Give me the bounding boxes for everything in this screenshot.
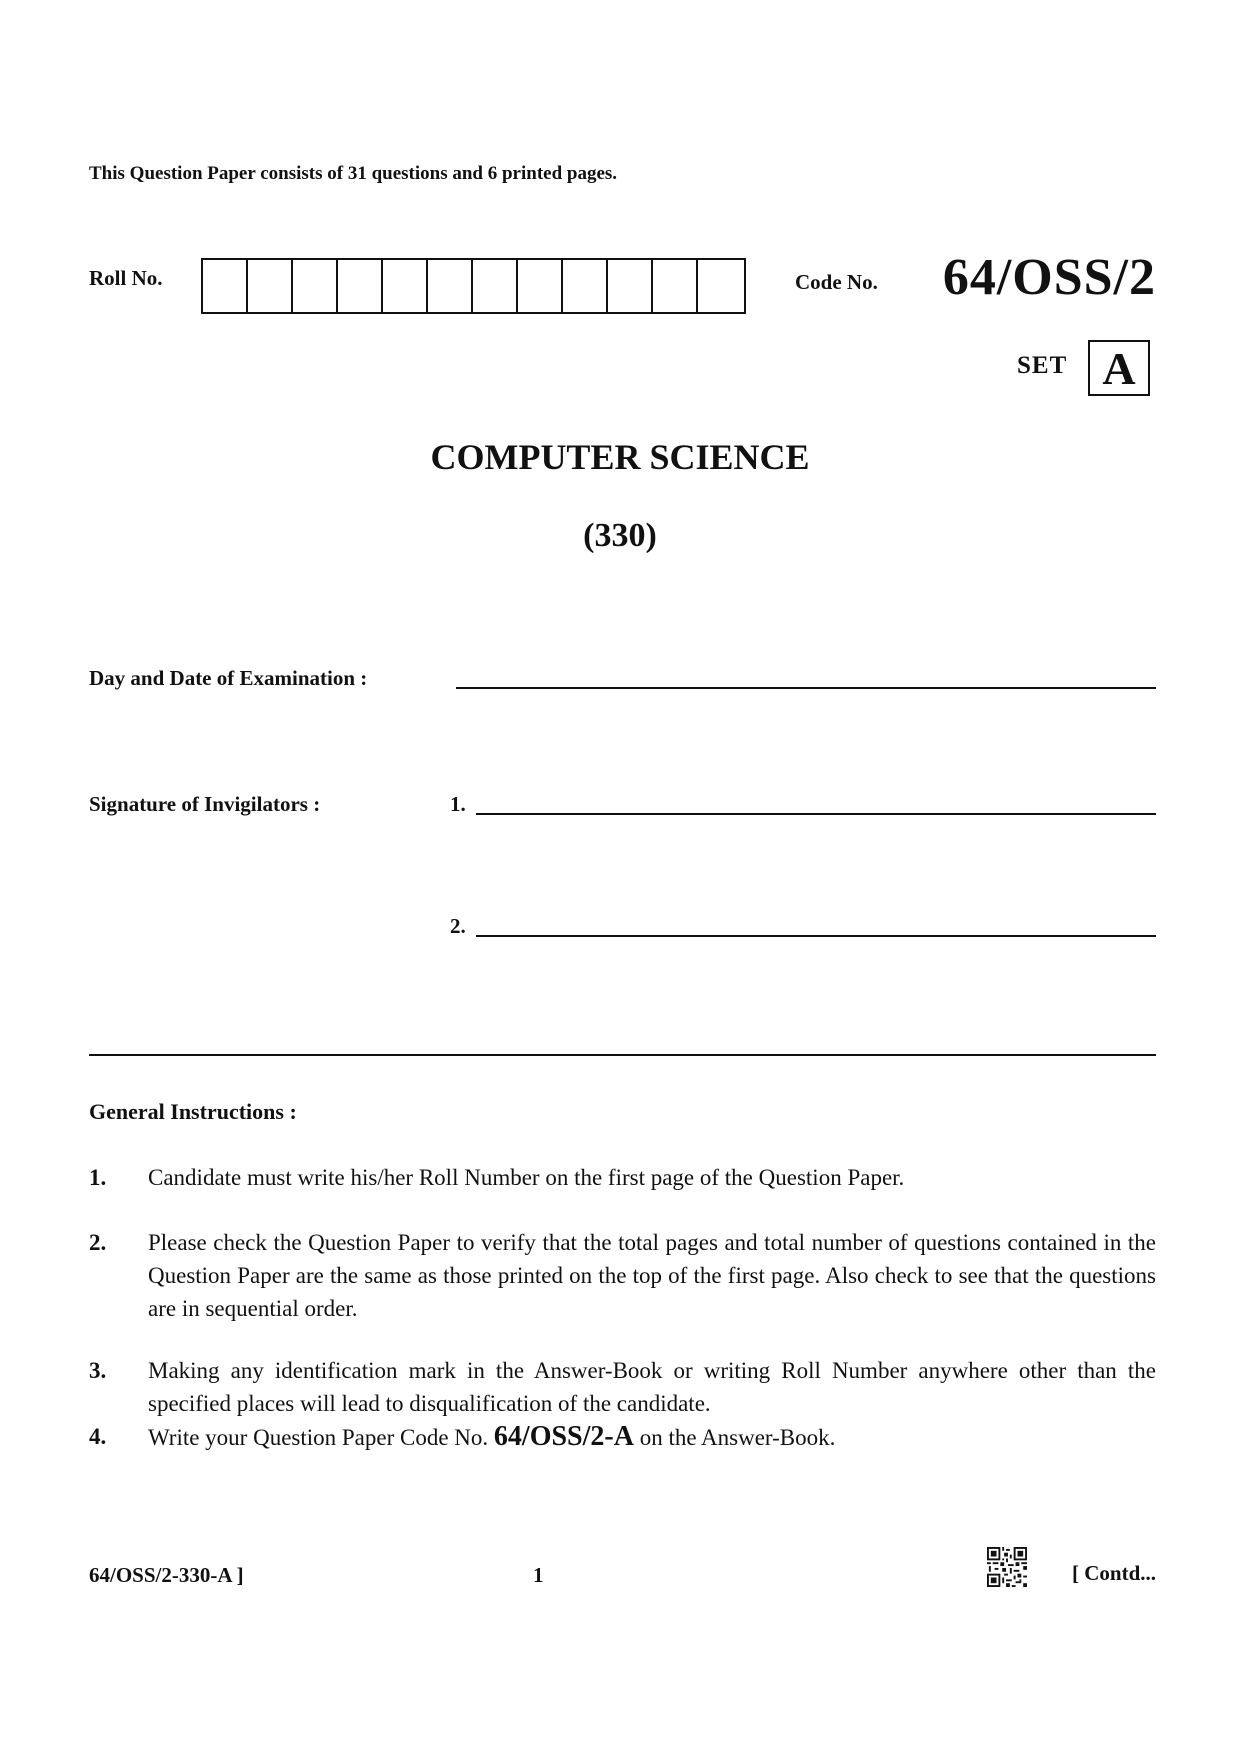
exam-date-line[interactable] (456, 687, 1156, 689)
roll-number-boxes[interactable] (201, 258, 746, 314)
instruction-item (89, 1226, 1156, 1325)
roll-digit-box[interactable] (518, 260, 563, 312)
instruction-number: 3. (89, 1358, 107, 1383)
paper-code-inline: 64/OSS/2-A (493, 1421, 634, 1452)
roll-digit-box[interactable] (203, 260, 248, 312)
invigilator-1-number: 1. (450, 792, 466, 816)
instruction-text: Candidate must write his/her Roll Number on the first page of the Question Paper. (148, 1165, 905, 1190)
code-number-value: 64/OSS/2 (942, 249, 1156, 306)
set-label: SET (1017, 352, 1068, 379)
roll-digit-box[interactable] (428, 260, 473, 312)
subject-code: (330) (583, 517, 657, 554)
instruction-number: 2. (89, 1230, 107, 1255)
instruction-text-after: on the Answer-Book. (639, 1425, 836, 1450)
instruction-number: 1. (89, 1165, 107, 1190)
roll-digit-box[interactable] (563, 260, 608, 312)
roll-digit-box[interactable] (383, 260, 428, 312)
roll-digit-box[interactable] (473, 260, 518, 312)
qr-code-icon (987, 1547, 1027, 1587)
roll-digit-box[interactable] (293, 260, 338, 312)
invigilator-2-number: 2. (450, 914, 466, 938)
instruction-item (89, 1420, 1156, 1454)
section-divider (89, 1054, 1156, 1056)
subject-title: COMPUTER SCIENCE (430, 437, 810, 477)
continued-label: [ Contd... (1071, 1561, 1156, 1585)
instruction-number: 4. (89, 1424, 107, 1449)
roll-digit-box[interactable] (608, 260, 653, 312)
roll-digit-box[interactable] (338, 260, 383, 312)
roll-digit-box[interactable] (653, 260, 698, 312)
instruction-text: Making any identification mark in the Answer-Book or writing Roll Number anywhere other than the specified places will lead to disqualification of the candidate. (148, 1358, 1156, 1416)
roll-number-label: Roll No. (89, 266, 163, 290)
paper-summary: This Question Paper consists of 31 questions and 6 printed pages. (89, 163, 618, 184)
invigilator-signature-label: Signature of Invigilators : (89, 792, 321, 816)
page-number: 1 (533, 1563, 544, 1587)
instruction-item (89, 1354, 1156, 1420)
roll-digit-box[interactable] (698, 260, 744, 312)
general-instructions-title: General Instructions : (89, 1099, 297, 1124)
instruction-text-before: Write your Question Paper Code No. (148, 1425, 489, 1450)
roll-digit-box[interactable] (248, 260, 293, 312)
instruction-text: Please check the Question Paper to verify that the total pages and total number of questions contained in the Question Paper are the same as those printed on the top of the first page. Also check to see that the questions are in sequential order. (148, 1230, 1156, 1321)
invigilator-1-line[interactable] (476, 813, 1156, 815)
instruction-text (148, 1420, 1156, 1454)
footer-paper-code: 64/OSS/2-330-A ] (89, 1563, 244, 1587)
exam-date-label: Day and Date of Examination : (89, 666, 368, 690)
set-value-box: A (1088, 340, 1150, 396)
instruction-item (89, 1161, 1156, 1194)
invigilator-2-line[interactable] (476, 935, 1156, 937)
code-number-label: Code No. (795, 270, 878, 294)
